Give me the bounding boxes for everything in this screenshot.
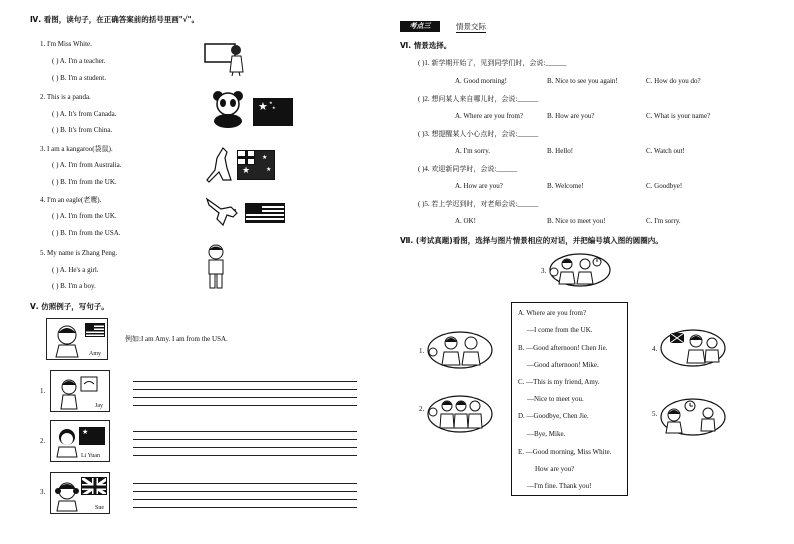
dialog-c-line-2: —Nice to meet you. bbox=[527, 395, 584, 403]
choice-3-option-a[interactable]: A. I'm sorry. bbox=[455, 147, 491, 155]
name-label-sue: Sue bbox=[95, 505, 104, 511]
choice-2-option-c[interactable]: C. What is your name? bbox=[646, 112, 711, 120]
dialog-d-line-2: —Bye, Mike. bbox=[527, 430, 566, 438]
picture-number-1: 1. bbox=[419, 347, 425, 355]
choice-4-option-c[interactable]: C. Goodbye! bbox=[646, 182, 683, 190]
dialog-b-line-2: —Good afternoon! Mike. bbox=[527, 361, 599, 369]
section-7-title: Ⅶ. (考试真题)看图，选择与图片情景相应的对话，并把编号填入图的圆圈内。 bbox=[400, 236, 663, 245]
classroom-scene-3-illustration bbox=[549, 252, 611, 288]
example-picture-amy bbox=[46, 318, 108, 360]
item-number-3: 3. bbox=[40, 488, 46, 496]
choice-2-option-a[interactable]: A. Where are you from? bbox=[455, 112, 524, 120]
scene-4-illustration bbox=[660, 328, 726, 368]
writing-line[interactable] bbox=[133, 491, 357, 492]
picture-number-3: 3. bbox=[541, 267, 547, 275]
choice-question-4: ( )4. 欢迎新同学时，会说:______ bbox=[418, 165, 518, 173]
scene-2-illustration bbox=[427, 394, 493, 434]
q4-option-b[interactable]: ( ) B. I'm from the USA. bbox=[52, 229, 121, 237]
section-4-title: Ⅳ. 看图，读句子，在正确答案前的括号里画"√"。 bbox=[30, 15, 200, 24]
usa-flag-icon bbox=[245, 203, 285, 223]
choice-5-option-a[interactable]: A. OK! bbox=[455, 217, 476, 225]
name-label-jay: Jay bbox=[95, 403, 103, 409]
q2-option-b[interactable]: ( ) B. It's from China. bbox=[52, 126, 113, 134]
china-flag-icon: ★ ★ ★ bbox=[253, 98, 293, 126]
q2-option-a[interactable]: ( ) A. It's from Canada. bbox=[52, 110, 117, 118]
picture-jay bbox=[50, 370, 110, 412]
writing-line[interactable] bbox=[133, 405, 357, 406]
q3-option-b[interactable]: ( ) B. I'm from the UK. bbox=[52, 178, 117, 186]
writing-line[interactable] bbox=[133, 397, 357, 398]
topic-title: 情景交际 bbox=[456, 22, 486, 31]
choice-2-option-b[interactable]: B. How are you? bbox=[547, 112, 595, 120]
dialog-b-line-1: B. —Good afternoon! Chen Jie. bbox=[518, 344, 608, 352]
q4-stem: 4. I'm an eagle(老鹰). bbox=[40, 196, 102, 204]
choice-question-5: ( )5. 若上学迟到时，对老师会说:______ bbox=[418, 200, 539, 208]
choice-3-option-b[interactable]: B. Hello! bbox=[547, 147, 574, 155]
q1-option-b[interactable]: ( ) B. I'm a student. bbox=[52, 74, 106, 82]
choice-5-option-b[interactable]: B. Nice to meet you! bbox=[547, 217, 606, 225]
q5-stem: 5. My name is Zhang Peng. bbox=[40, 249, 118, 257]
q1-stem: 1. I'm Miss White. bbox=[40, 40, 92, 48]
panda-icon bbox=[210, 90, 250, 128]
boy-figure-icon bbox=[203, 244, 229, 290]
topic-badge: 考点三 bbox=[400, 21, 440, 32]
writing-line[interactable] bbox=[133, 483, 357, 484]
choice-1-option-a[interactable]: A. Good morning! bbox=[455, 77, 507, 85]
choice-1-option-b[interactable]: B. Nice to see you again! bbox=[547, 77, 618, 85]
q5-option-b[interactable]: ( ) B. I'm a boy. bbox=[52, 282, 96, 290]
teacher-blackboard-illustration bbox=[205, 42, 249, 76]
dialog-e-line-1: E. —Good morning, Miss White. bbox=[518, 448, 612, 456]
item-number-2: 2. bbox=[40, 437, 46, 445]
uk-flag-icon bbox=[81, 477, 107, 495]
writing-line[interactable] bbox=[133, 507, 357, 508]
australia-flag-icon: ★ ★ ★ bbox=[237, 150, 275, 180]
writing-line[interactable] bbox=[133, 455, 357, 456]
q5-option-a[interactable]: ( ) A. He's a girl. bbox=[52, 266, 99, 274]
writing-line[interactable] bbox=[133, 389, 357, 390]
choice-question-2: ( )2. 想问某人来自哪儿时，会说:______ bbox=[418, 95, 539, 103]
choice-1-option-c[interactable]: C. How do you do? bbox=[646, 77, 701, 85]
dialog-e-line-2: How are you? bbox=[535, 465, 575, 473]
china-flag-icon: ★ bbox=[79, 427, 105, 445]
choice-5-option-c[interactable]: C. I'm sorry. bbox=[646, 217, 681, 225]
q4-option-a[interactable]: ( ) A. I'm from the UK. bbox=[52, 212, 117, 220]
eagle-icon bbox=[205, 195, 245, 229]
choice-3-option-c[interactable]: C. Watch out! bbox=[646, 147, 685, 155]
usa-flag-icon bbox=[85, 323, 105, 337]
picture-li-yuan bbox=[50, 420, 110, 462]
writing-line[interactable] bbox=[133, 499, 357, 500]
q3-stem: 3. I am a kangaroo(袋鼠). bbox=[40, 145, 113, 153]
choice-4-option-b[interactable]: B. Welcome! bbox=[547, 182, 584, 190]
example-sentence: 例如:I am Amy. I am from the USA. bbox=[125, 335, 228, 343]
writing-line[interactable] bbox=[133, 439, 357, 440]
girl-icon bbox=[53, 323, 85, 357]
q2-stem: 2. This is a panda. bbox=[40, 93, 91, 101]
choice-4-option-a[interactable]: A. How are you? bbox=[455, 182, 503, 190]
writing-line[interactable] bbox=[133, 447, 357, 448]
dialog-a-line-1: A. Where are you from? bbox=[518, 309, 587, 317]
picture-number-2: 2. bbox=[419, 405, 425, 413]
name-label-amy: Amy bbox=[89, 351, 101, 357]
dialog-e-line-3: —I'm fine. Thank you! bbox=[527, 482, 592, 490]
q3-option-a[interactable]: ( ) A. I'm from Australia. bbox=[52, 161, 122, 169]
dialog-c-line-1: C. —This is my friend, Amy. bbox=[518, 378, 600, 386]
name-label-li-yuan: Li Yuan bbox=[81, 453, 100, 459]
scene-1-illustration bbox=[427, 330, 493, 370]
picture-sue bbox=[50, 472, 110, 514]
dialog-d-line-1: D. —Goodbye, Chen Jie. bbox=[518, 412, 589, 420]
dialog-a-line-2: —I come from the UK. bbox=[527, 326, 593, 334]
writing-line[interactable] bbox=[133, 431, 357, 432]
writing-line[interactable] bbox=[133, 381, 357, 382]
choice-question-3: ( )3. 想提醒某人小心点时，会说:______ bbox=[418, 130, 539, 138]
choice-question-1: ( )1. 新学期开始了，见到同学们时，会说:______ bbox=[418, 59, 567, 67]
scene-5-clock-illustration bbox=[660, 397, 726, 437]
picture-number-5: 5. bbox=[652, 410, 658, 418]
q1-option-a[interactable]: ( ) A. I'm a teacher. bbox=[52, 57, 106, 65]
kangaroo-icon bbox=[205, 146, 235, 184]
picture-number-4: 4. bbox=[652, 345, 658, 353]
item-number-1: 1. bbox=[40, 387, 46, 395]
section-6-title: Ⅵ. 情景选择。 bbox=[400, 41, 452, 50]
section-5-title: Ⅴ. 仿照例子，写句子。 bbox=[30, 302, 109, 311]
girl-icon bbox=[55, 427, 79, 457]
girl-icon bbox=[55, 481, 79, 511]
